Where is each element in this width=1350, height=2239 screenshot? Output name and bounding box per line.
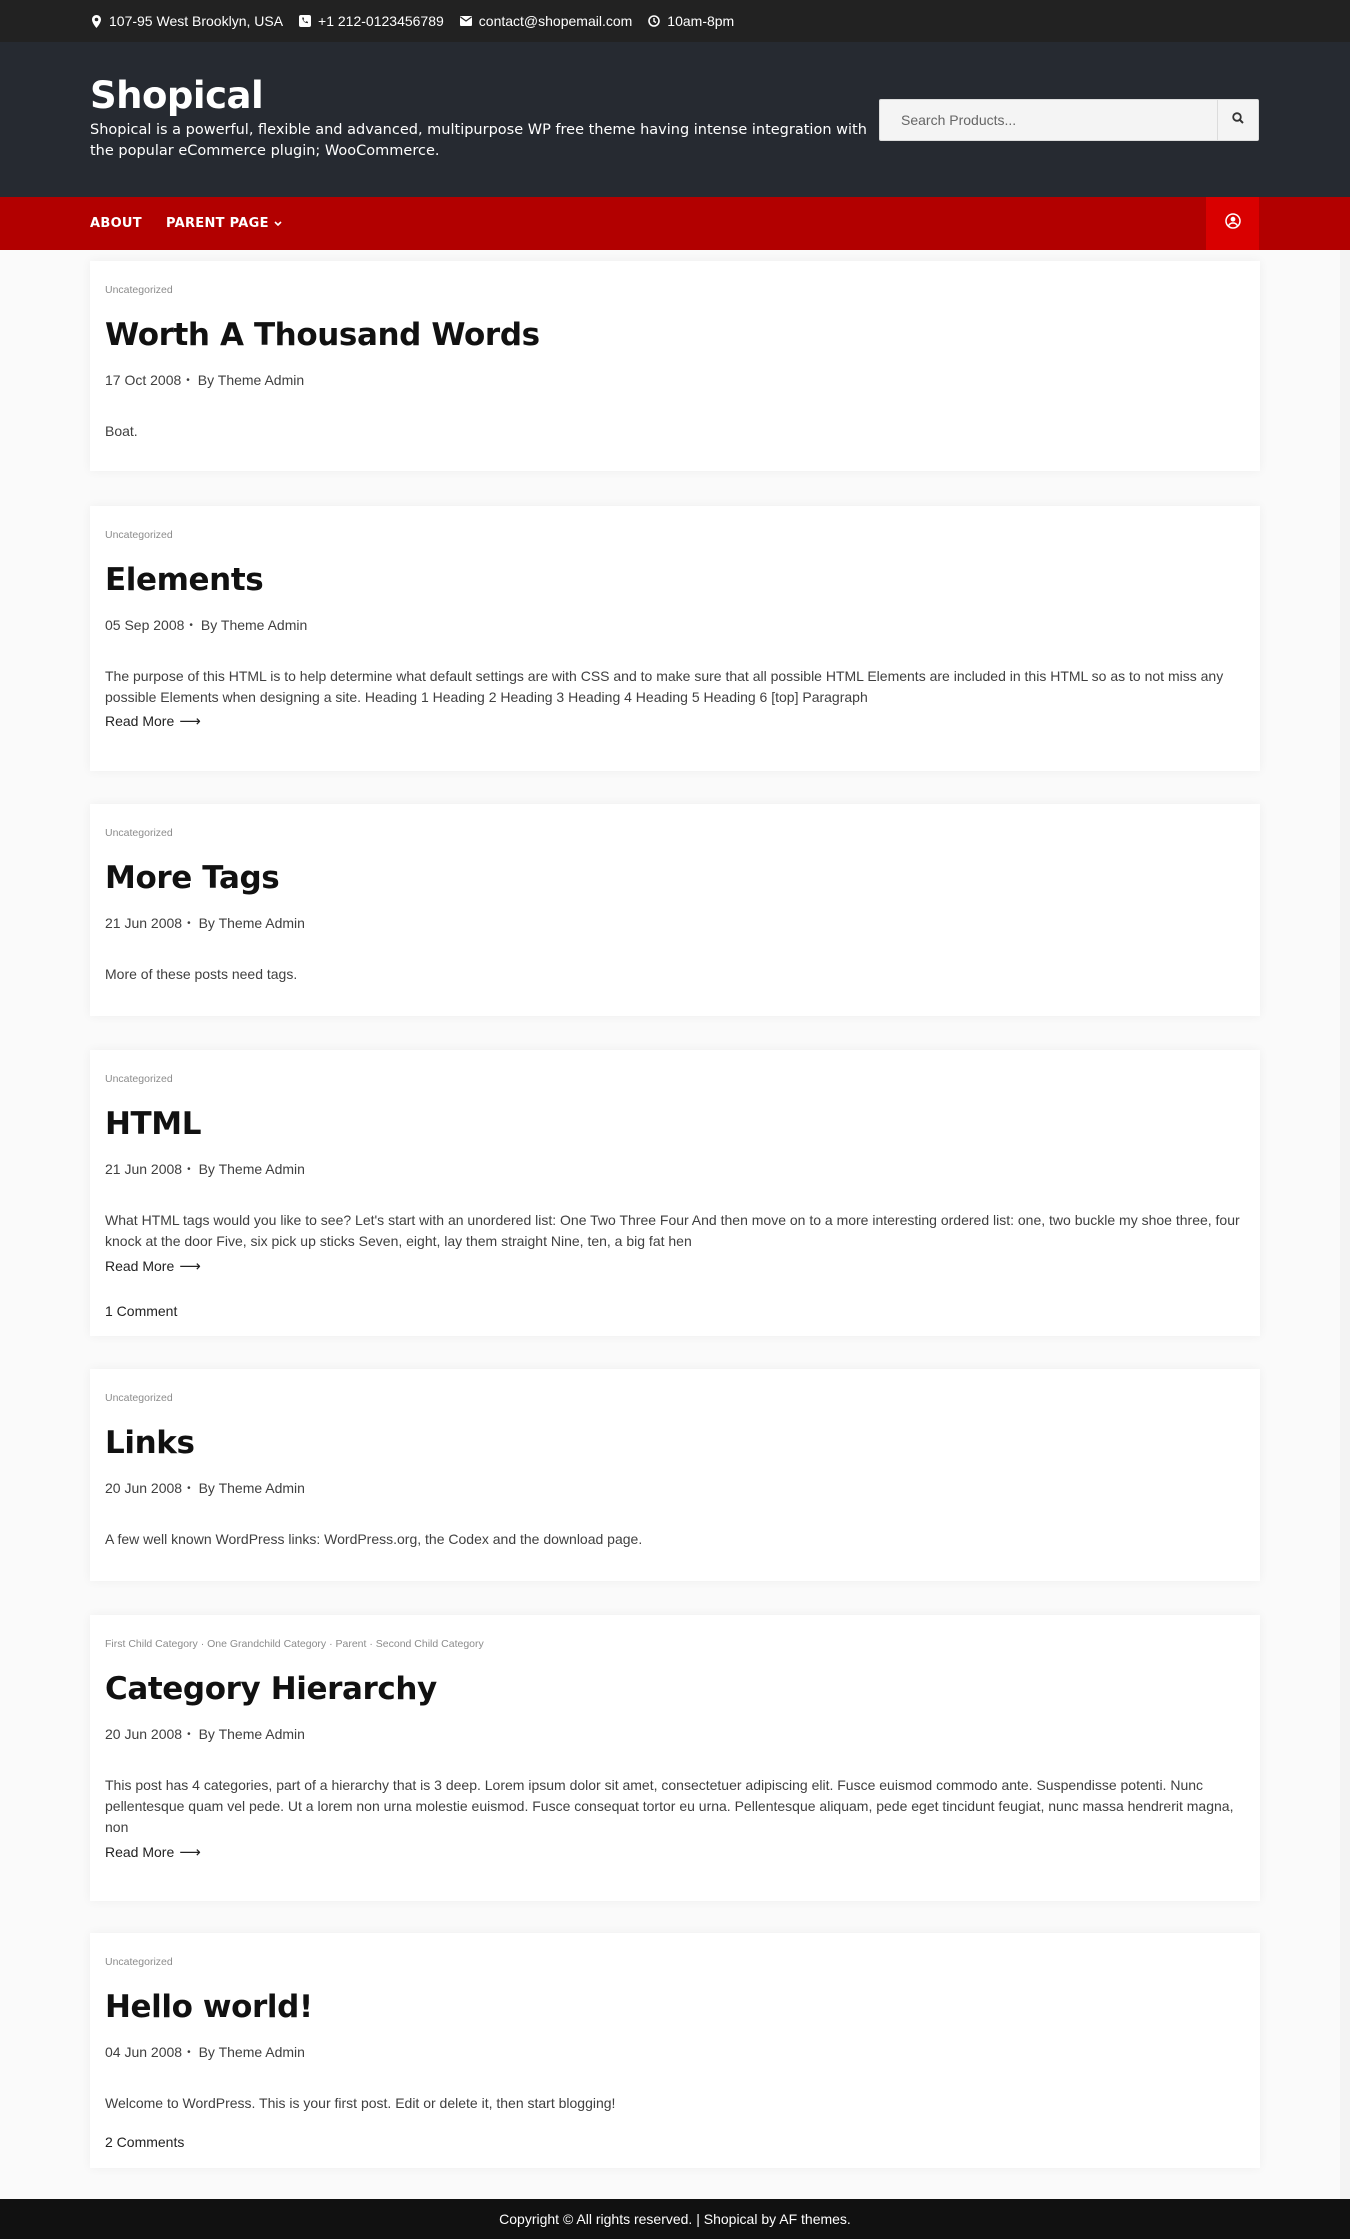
- post-meta: [105, 915, 305, 931]
- meta-separator: •: [186, 374, 190, 386]
- post-date[interactable]: 20 Jun 2008: [105, 1726, 183, 1742]
- post-author[interactable]: By Theme Admin: [198, 1480, 305, 1496]
- read-more-label: Read More: [105, 713, 175, 729]
- post-excerpt: The purpose of this HTML is to help determine what default settings are with CSS and to make sure that all possible HTML Elements are included in this HTML so as to not miss any possible Elements when designing a site. Heading 1 Heading 2 Heading 3 Heading 4 Heading 5 Heading 6 [top] Paragraph: [105, 668, 1224, 705]
- post-card: [90, 1933, 1260, 2168]
- email-text: contact@shopemail.com: [478, 13, 633, 29]
- site-tagline: Shopical is a powerful, flexible and advanced, multipurpose WP free theme having intense integration with the popular eCommerce plugin; WooCommerce.: [90, 122, 867, 159]
- post-author[interactable]: By Theme Admin: [200, 617, 308, 633]
- post-excerpt: This post has 4 categories, part of a hierarchy that is 3 deep. Lorem ipsum dolor sit amet, consectetuer adipiscing elit. Fusce euismod commodo ante. Suspendisse potenti. Nunc pellentesque quam vel pede. Ut a lorem non urna molestie euismod. Fusce consequat tortor eu urna. Pellentesque aliquam, pede eget tincidunt feugiat, nunc massa hendrerit magna, non: [105, 1777, 1234, 1835]
- meta-separator: •: [187, 917, 191, 929]
- clock-icon: [648, 14, 660, 28]
- search-icon: [1232, 111, 1244, 129]
- email-item[interactable]: [460, 13, 633, 29]
- arrow-right-icon: ⟶: [179, 1844, 201, 1861]
- post-author[interactable]: By Theme Admin: [198, 1161, 305, 1177]
- address-item: [90, 13, 283, 29]
- meta-separator: •: [187, 1728, 191, 1740]
- meta-separator: •: [187, 2046, 191, 2058]
- post-categories[interactable]: Uncategorized: [105, 827, 173, 839]
- post-excerpt: What HTML tags would you like to see? Let's start with an unordered list: One Two Three Four And then move on to a more interesting ordered list: one, two buckle my shoe three, four knock at the door Five, six pick up sticks Seven, eight, lay them straight Nine, ten, a big fat hen: [105, 1212, 1240, 1249]
- phone-item[interactable]: [299, 13, 444, 29]
- site-header: [0, 42, 1350, 197]
- hours-item: [648, 13, 734, 29]
- comments-link[interactable]: 2 Comments: [105, 2134, 185, 2150]
- post-categories[interactable]: Uncategorized: [105, 1392, 173, 1404]
- map-marker-icon: [90, 14, 102, 28]
- envelope-icon: [460, 14, 472, 28]
- account-button[interactable]: [1206, 197, 1259, 250]
- post-date[interactable]: 04 Jun 2008: [105, 2044, 183, 2060]
- post-meta: [105, 2044, 305, 2060]
- meta-separator: •: [189, 619, 193, 631]
- arrow-right-icon: ⟶: [179, 1258, 201, 1275]
- search-input[interactable]: [880, 100, 1218, 140]
- site-footer: [0, 2199, 1350, 2239]
- user-circle-icon: [1225, 213, 1241, 234]
- post-date[interactable]: 21 Jun 2008: [105, 915, 183, 931]
- page-edge-strip: [1340, 250, 1350, 2199]
- nav-item-parent-page[interactable]: [166, 216, 282, 231]
- post-categories[interactable]: First Child Category · One Grandchild Category · Parent · Second Child Category: [105, 1638, 484, 1650]
- top-info-bar: [0, 0, 1350, 42]
- post-card: [90, 1615, 1260, 1901]
- post-excerpt: Boat.: [105, 423, 138, 439]
- address-text: 107-95 West Brooklyn, USA: [109, 13, 284, 29]
- main-navigation: [0, 197, 1350, 250]
- post-meta: [105, 1161, 305, 1177]
- post-meta: [105, 372, 304, 388]
- post-author[interactable]: By Theme Admin: [198, 915, 305, 931]
- post-card: [90, 804, 1260, 1016]
- post-date[interactable]: 17 Oct 2008: [105, 372, 182, 388]
- read-more-link[interactable]: [105, 1257, 201, 1275]
- nav-item-label: PARENT PAGE: [165, 216, 269, 231]
- arrow-right-icon: ⟶: [179, 713, 201, 730]
- read-more-link[interactable]: [105, 1843, 201, 1861]
- post-card: [90, 506, 1260, 771]
- post-card: [90, 261, 1260, 471]
- post-categories[interactable]: Uncategorized: [105, 529, 173, 541]
- post-date[interactable]: 20 Jun 2008: [105, 1480, 183, 1496]
- post-categories[interactable]: Uncategorized: [105, 284, 173, 296]
- nav-item-about[interactable]: [90, 216, 142, 231]
- meta-separator: •: [187, 1163, 191, 1175]
- post-author[interactable]: By Theme Admin: [197, 372, 305, 388]
- read-more-link[interactable]: [105, 712, 201, 730]
- phone-icon: [299, 14, 311, 28]
- post-title[interactable]: Links: [105, 1425, 195, 1461]
- post-excerpt: More of these posts need tags.: [105, 966, 298, 982]
- chevron-down-icon: [274, 221, 282, 227]
- product-search: [879, 99, 1259, 141]
- comments-link[interactable]: 1 Comment: [105, 1303, 178, 1319]
- post-title[interactable]: HTML: [105, 1106, 202, 1142]
- post-title[interactable]: Worth A Thousand Words: [105, 317, 540, 353]
- footer-copyright: Copyright © All rights reserved. | Shopical by AF themes.: [499, 2211, 851, 2227]
- search-button[interactable]: [1217, 100, 1258, 140]
- post-card: [90, 1050, 1260, 1336]
- post-categories[interactable]: Uncategorized: [105, 1956, 173, 1968]
- post-categories[interactable]: Uncategorized: [105, 1073, 173, 1085]
- post-title[interactable]: Hello world!: [105, 1989, 313, 2025]
- post-title[interactable]: More Tags: [105, 860, 280, 896]
- post-title[interactable]: Elements: [105, 562, 264, 598]
- post-card: [90, 1369, 1260, 1581]
- post-author[interactable]: By Theme Admin: [198, 1726, 305, 1742]
- post-date[interactable]: 05 Sep 2008: [105, 617, 185, 633]
- post-excerpt: Welcome to WordPress. This is your first post. Edit or delete it, then start blogging!: [105, 2095, 616, 2111]
- hours-text: 10am-8pm: [667, 13, 735, 29]
- post-date[interactable]: 21 Jun 2008: [105, 1161, 183, 1177]
- post-excerpt: A few well known WordPress links: WordPress.org, the Codex and the download page.: [105, 1531, 643, 1547]
- post-title[interactable]: Category Hierarchy: [105, 1671, 437, 1707]
- post-meta: [105, 617, 307, 633]
- post-meta: [105, 1480, 305, 1496]
- post-meta: [105, 1726, 305, 1742]
- nav-item-label: ABOUT: [90, 216, 142, 231]
- site-title[interactable]: Shopical: [90, 74, 264, 117]
- read-more-label: Read More: [105, 1844, 175, 1860]
- read-more-label: Read More: [105, 1258, 175, 1274]
- meta-separator: •: [187, 1482, 191, 1494]
- post-author[interactable]: By Theme Admin: [198, 2044, 305, 2060]
- phone-text: +1 212-0123456789: [318, 13, 444, 29]
